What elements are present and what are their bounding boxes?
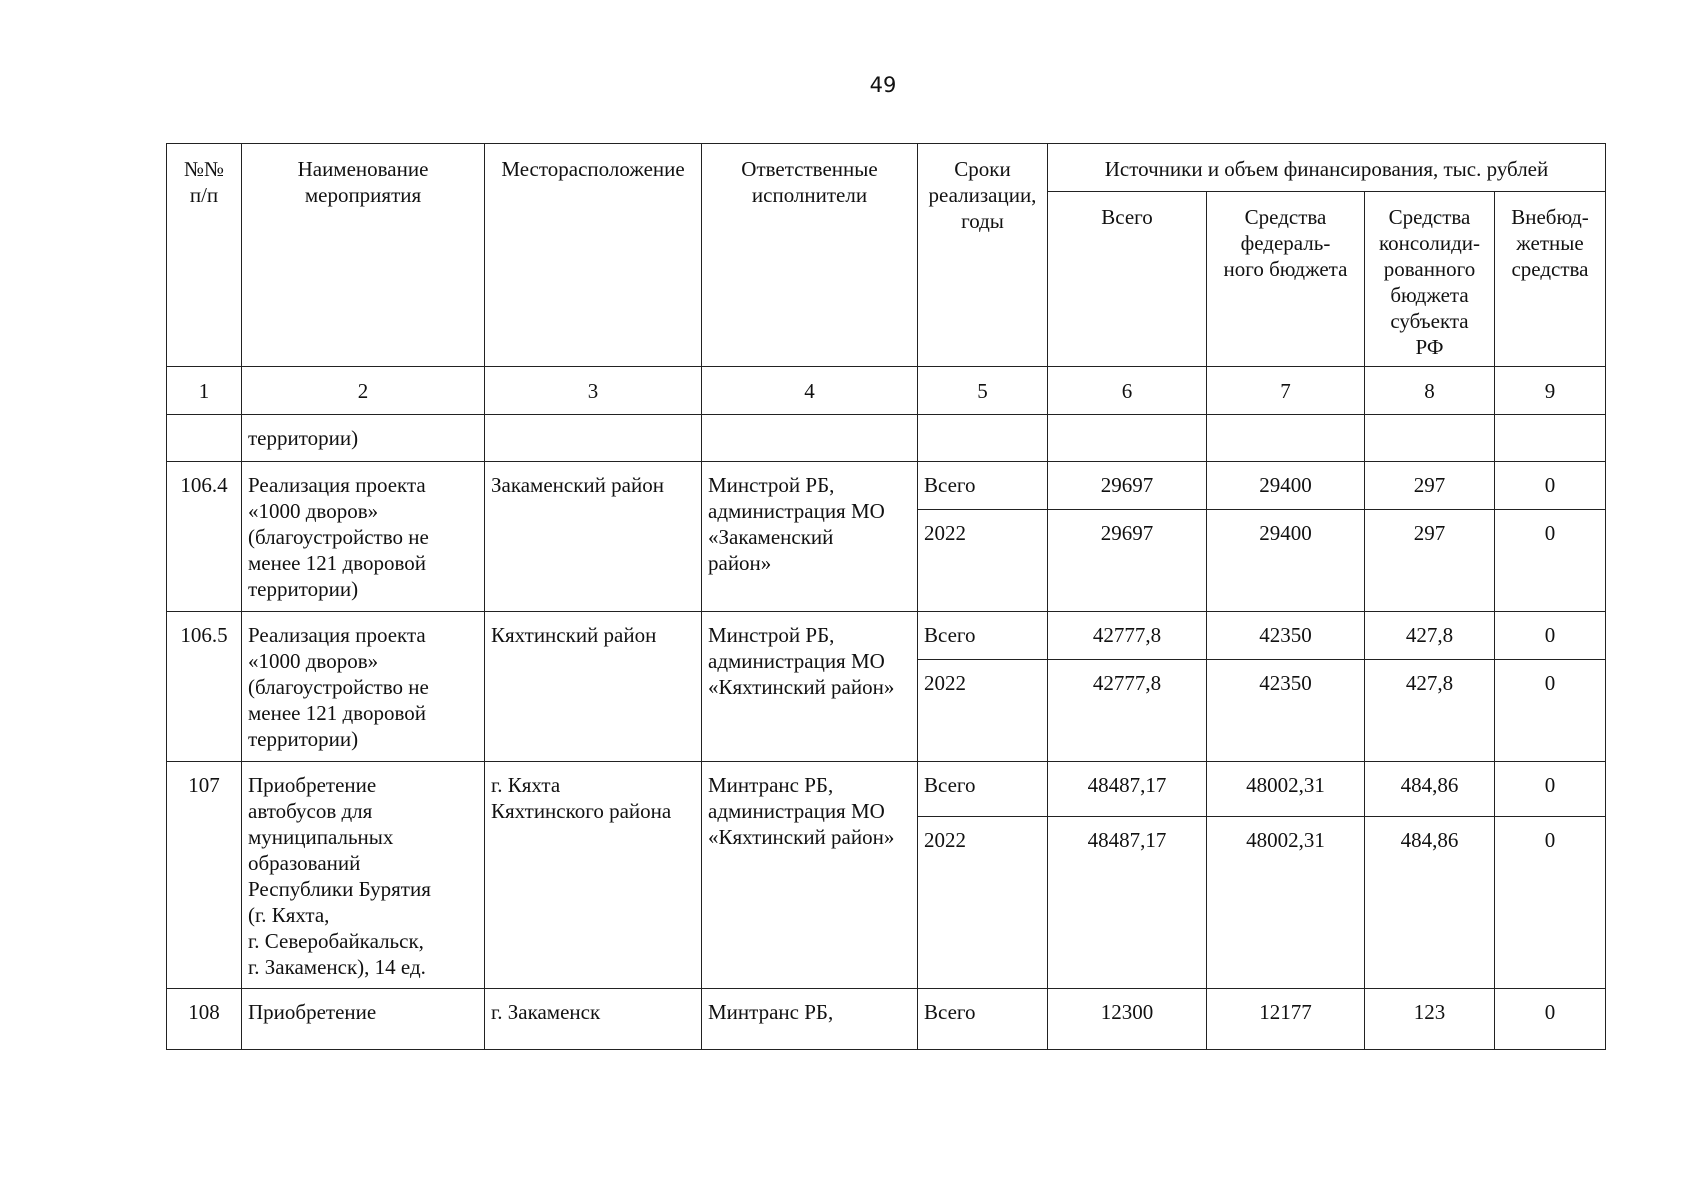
header-location: Месторасположение — [485, 144, 702, 367]
row-consolidated: 297 — [1365, 510, 1495, 612]
row-responsible: Минстрой РБ, администрация МО «Закаменский район» — [702, 462, 918, 612]
row-total: 48487,17 — [1048, 762, 1207, 817]
table-row-continuation — [167, 415, 1606, 462]
column-number: 3 — [485, 367, 702, 415]
header-num: №№ п/п — [167, 144, 242, 367]
row-location: г. Закаменск — [485, 989, 702, 1050]
column-number: 5 — [918, 367, 1048, 415]
row-term: Всего — [918, 462, 1048, 510]
table-row — [167, 462, 1606, 510]
row-extra: 0 — [1495, 612, 1606, 660]
row-num: 108 — [167, 989, 242, 1050]
row-term: Всего — [918, 762, 1048, 817]
row-extra: 0 — [1495, 817, 1606, 989]
column-number: 6 — [1048, 367, 1207, 415]
table-row — [167, 762, 1606, 817]
row-federal: 42350 — [1207, 660, 1365, 762]
column-number: 1 — [167, 367, 242, 415]
row-name: территории) — [242, 415, 485, 462]
column-number: 4 — [702, 367, 918, 415]
row-consolidated: 484,86 — [1365, 762, 1495, 817]
header-responsible: Ответственные исполнители — [702, 144, 918, 367]
header-consolidated: Средства консолиди- рованного бюджета субъекта РФ — [1365, 192, 1495, 367]
row-extra: 0 — [1495, 660, 1606, 762]
row-federal: 12177 — [1207, 989, 1365, 1050]
table-row — [167, 989, 1606, 1050]
row-federal: 29400 — [1207, 510, 1365, 612]
column-numbers-row — [167, 367, 1606, 415]
row-responsible: Минстрой РБ, администрация МО «Кяхтинский район» — [702, 612, 918, 762]
row-num: 106.4 — [167, 462, 242, 612]
row-consolidated: 427,8 — [1365, 660, 1495, 762]
row-total: 48487,17 — [1048, 817, 1207, 989]
row-num: 107 — [167, 762, 242, 989]
header-sources: Источники и объем финансирования, тыс. рублей — [1048, 144, 1606, 192]
row-total: 42777,8 — [1048, 612, 1207, 660]
header-terms: Сроки реализации, годы — [918, 144, 1048, 367]
row-total: 29697 — [1048, 510, 1207, 612]
row-term: Всего — [918, 989, 1048, 1050]
row-extra: 0 — [1495, 510, 1606, 612]
column-number: 2 — [242, 367, 485, 415]
header-name: Наименование мероприятия — [242, 144, 485, 367]
column-number: 9 — [1495, 367, 1606, 415]
row-responsible: Минтранс РБ, администрация МО «Кяхтинский район» — [702, 762, 918, 989]
row-term: Всего — [918, 612, 1048, 660]
row-name: Приобретение автобусов для муниципальных образований Республики Бурятия (г. Кяхта, г. Северобайкальск, г. Закаменск), 14 ед. — [242, 762, 485, 989]
row-federal: 29400 — [1207, 462, 1365, 510]
row-responsible: Минтранс РБ, — [702, 989, 918, 1050]
row-name: Реализация проекта «1000 дворов» (благоустройство не менее 121 дворовой территории) — [242, 612, 485, 762]
row-location: г. Кяхта Кяхтинского района — [485, 762, 702, 989]
row-consolidated: 427,8 — [1365, 612, 1495, 660]
row-term: 2022 — [918, 510, 1048, 612]
row-federal: 48002,31 — [1207, 817, 1365, 989]
row-location: Закаменский район — [485, 462, 702, 612]
financing-table — [166, 143, 1606, 1050]
row-total: 12300 — [1048, 989, 1207, 1050]
row-consolidated: 484,86 — [1365, 817, 1495, 989]
row-name: Приобретение — [242, 989, 485, 1050]
row-extra: 0 — [1495, 989, 1606, 1050]
row-consolidated: 123 — [1365, 989, 1495, 1050]
row-consolidated: 297 — [1365, 462, 1495, 510]
header-extra: Внебюд- жетные средства — [1495, 192, 1606, 367]
table-row — [167, 612, 1606, 660]
row-federal: 48002,31 — [1207, 762, 1365, 817]
header-federal: Средства федераль- ного бюджета — [1207, 192, 1365, 367]
row-federal: 42350 — [1207, 612, 1365, 660]
row-term: 2022 — [918, 660, 1048, 762]
page-number: 49 — [869, 73, 897, 97]
column-number: 8 — [1365, 367, 1495, 415]
row-location: Кяхтинский район — [485, 612, 702, 762]
row-term: 2022 — [918, 817, 1048, 989]
header-total: Всего — [1048, 192, 1207, 367]
row-num: 106.5 — [167, 612, 242, 762]
row-total: 29697 — [1048, 462, 1207, 510]
row-extra: 0 — [1495, 462, 1606, 510]
row-total: 42777,8 — [1048, 660, 1207, 762]
row-name: Реализация проекта «1000 дворов» (благоустройство не менее 121 дворовой территории) — [242, 462, 485, 612]
column-number: 7 — [1207, 367, 1365, 415]
row-extra: 0 — [1495, 762, 1606, 817]
